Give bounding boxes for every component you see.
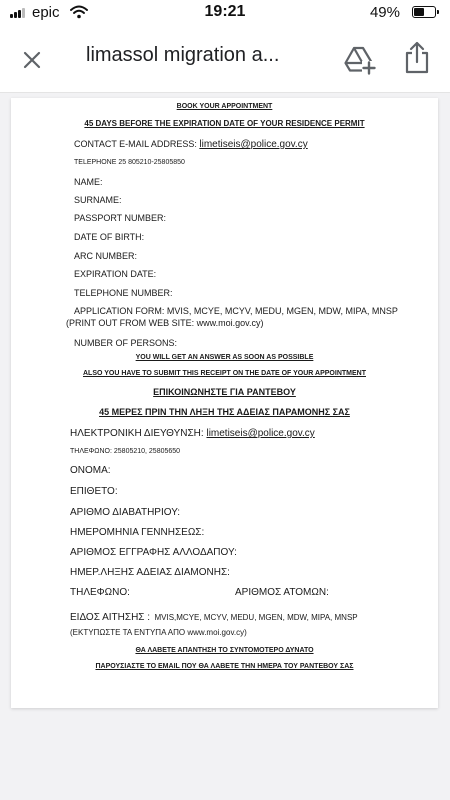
carrier-name: epic [32, 4, 60, 21]
add-to-drive-icon [343, 42, 377, 76]
en-answer-note: YOU WILL GET AN ANSWER AS SOON AS POSSIBLE [135, 354, 314, 361]
gr-field-phone: ΤΗΛΕΦΩΝΟ: [70, 587, 130, 598]
gr-application-codes: MVIS,MCYE, MCYV, MEDU, MGEN, MDW, MIPA, MNSP [154, 613, 358, 622]
gr-email-line [70, 428, 315, 439]
en-field-dob: DATE OF BIRTH: [74, 232, 145, 242]
gr-telephone: ΤΗΛΕΦΩΝΟ: 25805210, 25805650 [70, 448, 181, 455]
en-field-arc: ARC NUMBER: [74, 251, 138, 261]
gr-days-notice: 45 ΜΕΡΕΣ ΠΡΙΝ ΤΗΝ ΛΗΞΗ ΤΗΣ ΑΔΕΙΑΣ ΠΑΡΑΜΟΝΗΣ ΣΑΣ [99, 407, 350, 417]
en-telephone: TELEPHONE 25 805210-25805850 [74, 159, 185, 166]
en-application-form: APPLICATION FORM: MVIS, MCYE, MCYV, MEDU, MGEN, MDW, MIPA, MNSP [74, 306, 398, 316]
gr-answer-note: ΘΑ ΛΑΒΕΤΕ ΑΠΑΝΤΗΣΗ ΤΟ ΣΥΝΤΟΜΟΤΕΡΟ ΔΥΝΑΤΟ [135, 647, 314, 654]
en-receipt-note: ALSO YOU HAVE TO SUBMIT THIS RECEIPT ON THE DATE OF YOUR APPOINTMENT [82, 370, 366, 377]
gr-field-name: ΟΝΟΜΑ: [70, 465, 111, 476]
share-icon [402, 40, 432, 76]
document-page[interactable] [11, 98, 438, 708]
document-title: limassol migration a... [86, 44, 280, 66]
gr-field-expiry: ΗΜΕΡ.ΛΗΞΗΣ ΑΔΕΙΑΣ ΔΙΑΜΟΝΗΣ: [70, 567, 230, 578]
en-field-expiration: EXPIRATION DATE: [74, 269, 157, 279]
en-contact-line [74, 139, 308, 150]
gr-print-note: (ΕΚΤΥΠΩΣΤΕ ΤΑ ΕΝΤΥΠΑ ΑΠΟ www.moi.gov.cy) [70, 628, 247, 637]
share-button[interactable] [402, 40, 432, 76]
app-header [0, 26, 450, 93]
en-days-notice: 45 DAYS BEFORE THE EXPIRATION DATE OF YOUR RESIDENCE PERMIT [84, 119, 365, 128]
gr-field-persons: ΑΡΙΘΜΟΣ ΑΤΟΜΩΝ: [235, 587, 329, 598]
gr-application-label: ΕΙΔΟΣ ΑΙΤΗΣΗΣ : [70, 612, 151, 623]
clock: 19:21 [204, 3, 246, 20]
gr-receipt-note: ΠΑΡΟΥΣΙΑΣΤΕ ΤΟ EMAIL ΠΟΥ ΘΑ ΛΑΒΕΤΕ ΤΗΝ ΗΜΕΡΑ ΤΟΥ ΡΑΝΤΕΒΟΥ ΣΑΣ [95, 663, 354, 670]
gr-email-label: ΗΛΕΚΤΡΟΝΙΚΗ ΔΙΕΥΘΥΝΣΗ: [70, 428, 204, 439]
gr-field-dob: ΗΜΕΡΟΜΗΝΙΑ ΓΕΝΝΗΣΕΩΣ: [70, 527, 205, 538]
gr-field-passport: ΑΡΙΘΜΟ ΔΙΑΒΑΤΗΡΙΟΥ: [70, 507, 181, 518]
gr-field-surname: ΕΠΙΘΕΤΟ: [70, 486, 118, 497]
en-field-passport: PASSPORT NUMBER: [74, 213, 167, 223]
en-field-name: NAME: [74, 177, 103, 187]
en-heading: BOOK YOUR APPOINTMENT [176, 103, 273, 110]
en-print-note: (PRINT OUT FROM WEB SITE: www.moi.gov.cy) [66, 318, 264, 328]
battery-percentage: 49% [369, 4, 400, 21]
status-bar [0, 0, 450, 26]
gr-field-registration: ΑΡΙΘΜΟΣ ΕΓΓΡΑΦΗΣ ΑΛΛΟΔΑΠΟΥ: [70, 547, 237, 558]
add-to-drive-button[interactable] [343, 42, 377, 76]
close-icon [16, 44, 48, 76]
battery-icon [412, 6, 436, 18]
gr-heading: ΕΠΙΚΟΙΝΩΝΗΣΤΕ ΓΙΑ ΡΑΝΤΕΒΟΥ [153, 387, 296, 397]
en-contact-email-link[interactable]: limetiseis@police.gov.cy [199, 139, 308, 150]
en-contact-label: CONTACT E-MAIL ADDRESS: [74, 139, 197, 149]
en-field-telephone: TELEPHONE NUMBER: [74, 288, 173, 298]
gr-email-link[interactable]: limetiseis@police.gov.cy [206, 428, 315, 439]
en-field-surname: SURNAME: [74, 195, 122, 205]
gr-application-line [70, 607, 358, 625]
en-number-of-persons: NUMBER OF PERSONS: [74, 338, 178, 348]
close-button[interactable] [16, 44, 48, 76]
